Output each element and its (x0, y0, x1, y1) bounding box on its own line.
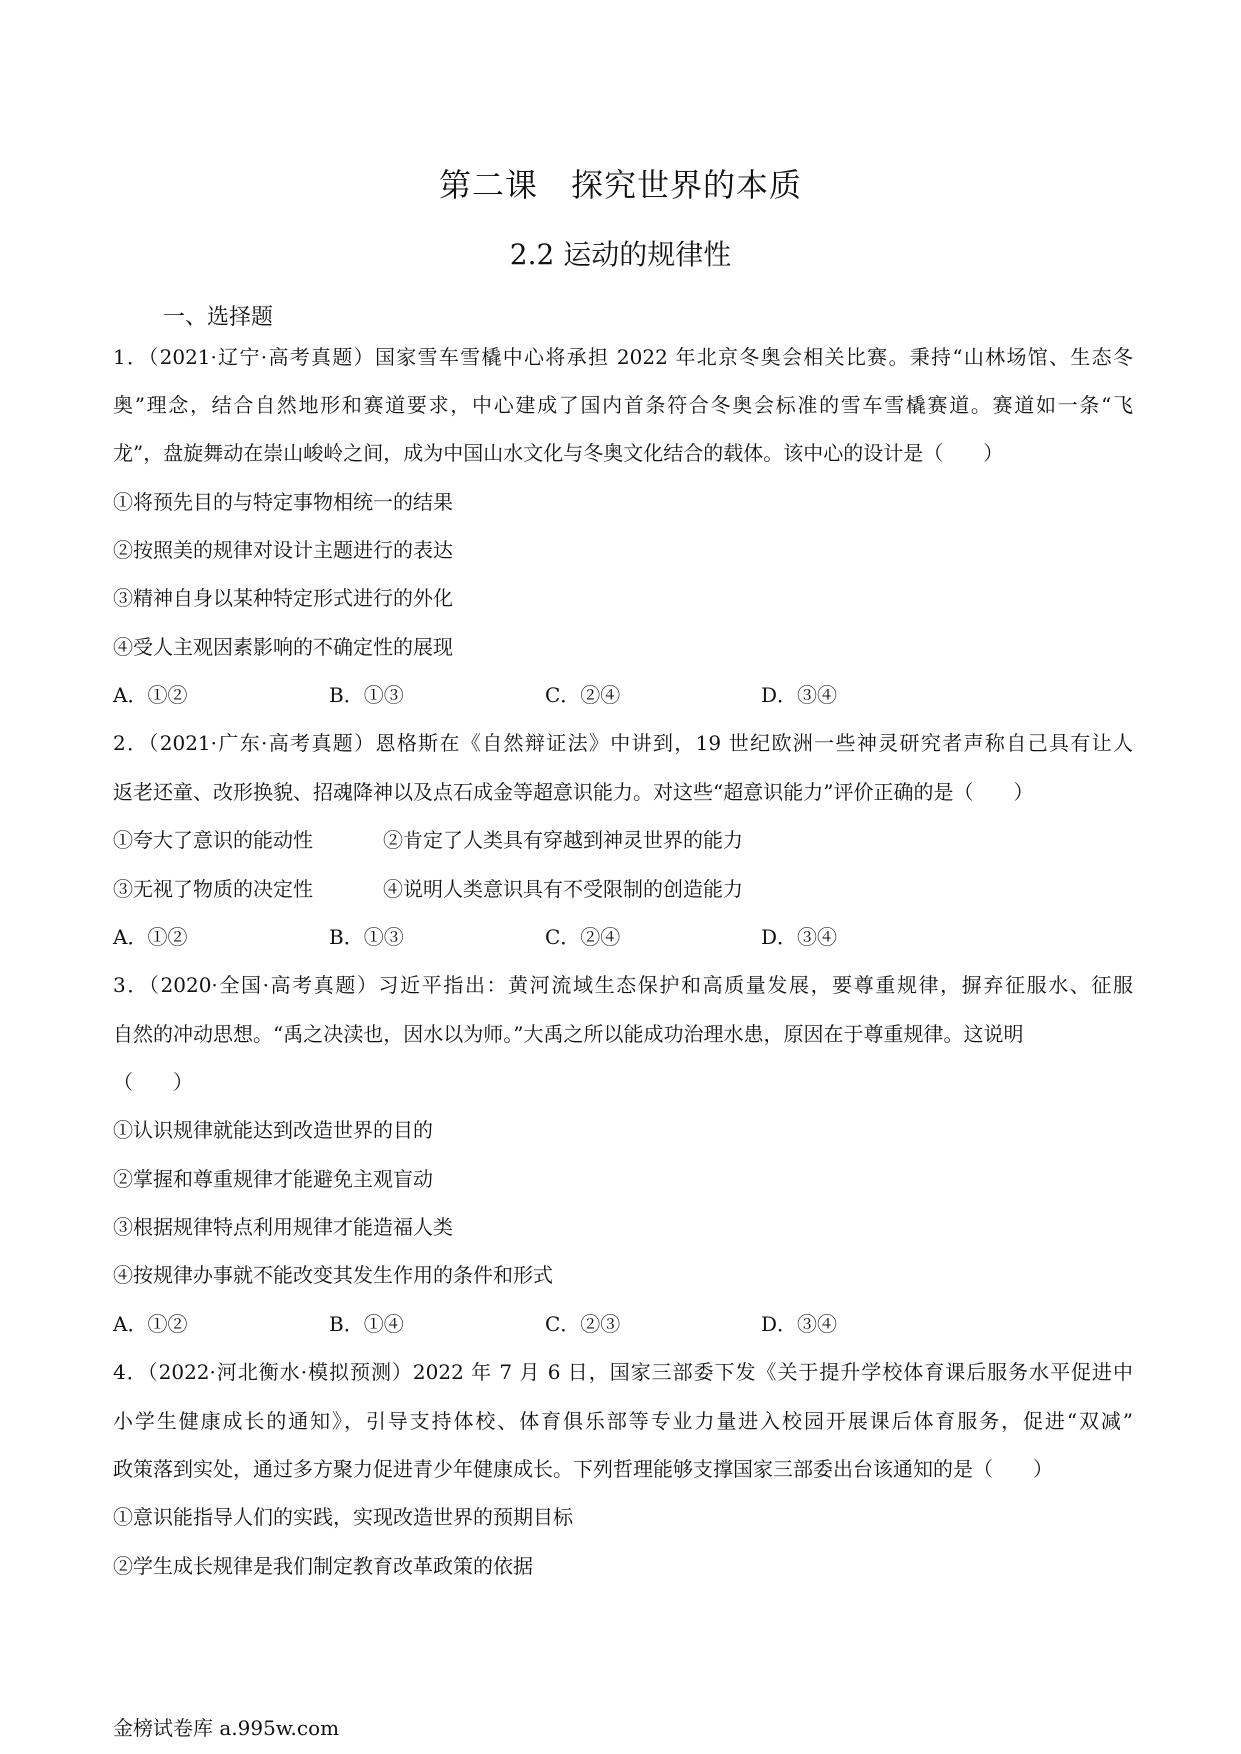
question-3-option-d: D．③④ (761, 1312, 838, 1336)
question-2-item-1: ①夸大了意识的能动性 (113, 828, 313, 852)
page-title: 第二课 探究世界的本质 (438, 166, 802, 204)
question-3-item-4: ④按规律办事就不能改变其发生作用的条件和形式 (113, 1263, 553, 1287)
question-2-item-4: ④说明人类意识具有不受限制的创造能力 (383, 877, 743, 901)
question-3-item-1: ①认识规律就能达到改造世界的目的 (113, 1118, 433, 1142)
question-1-line-3: 龙”，盘旋舞动在崇山峻岭之间，成为中国山水文化与冬奥文化结合的载体。该中心的设计是（ ） (113, 441, 1004, 465)
question-1-line-2: 奥”理念，结合自然地形和赛道要求，中心建成了国内首条符合冬奥会标准的雪车雪橇赛道。赛道如一条“飞 (113, 393, 1133, 417)
question-2-option-b: B．①③ (329, 925, 404, 949)
question-4-item-2: ②学生成长规律是我们制定教育改革政策的依据 (113, 1554, 533, 1578)
question-3-line-1: 3．（2020·全国·高考真题）习近平指出：黄河流域生态保护和高质量发展，要尊重规律，摒弃征服水、征服 (113, 973, 1133, 997)
question-3-option-c: C．②③ (545, 1312, 621, 1336)
question-3-item-3: ③根据规律特点利用规律才能造福人类 (113, 1215, 453, 1239)
question-2-option-c: C．②④ (545, 925, 621, 949)
question-2-line-2: 返老还童、改形换貌、招魂降神以及点石成金等超意识能力。对这些“超意识能力”评价正确的是（ ） (113, 780, 1034, 804)
question-1-item-1: ①将预先目的与特定事物相统一的结果 (113, 490, 453, 514)
question-3-line-3: （ ） (113, 1070, 193, 1094)
question-1-item-4: ④受人主观因素影响的不确定性的展现 (113, 635, 453, 659)
question-3-option-a: A．①② (113, 1312, 188, 1336)
question-3-item-2: ②掌握和尊重规律才能避免主观盲动 (113, 1167, 433, 1191)
question-1-item-3: ③精神自身以某种特定形式进行的外化 (113, 586, 453, 610)
question-2-option-d: D．③④ (761, 925, 838, 949)
question-1-option-b: B．①③ (329, 683, 404, 707)
page-subtitle: 2.2 运动的规律性 (509, 238, 732, 271)
question-4-line-3: 政策落到实处，通过多方聚力促进青少年健康成长。下列哲理能够支撑国家三部委出台该通知的是（ ） (113, 1457, 1053, 1481)
question-3-line-2: 自然的冲动思想。“禹之决渎也，因水以为师。”大禹之所以能成功治理水患，原因在于尊重规律。这说明 (113, 1022, 1024, 1046)
question-1-item-2: ②按照美的规律对设计主题进行的表达 (113, 538, 453, 562)
question-1-option-c: C．②④ (545, 683, 621, 707)
question-4-line-1: 4．（2022·河北衡水·模拟预测）2022 年 7 月 6 日，国家三部委下发《关于提升学校体育课后服务水平促进中 (113, 1360, 1133, 1384)
question-4-item-1: ①意识能指导人们的实践，实现改造世界的预期目标 (113, 1505, 573, 1529)
question-1-option-a: A．①② (113, 683, 188, 707)
question-3-option-b: B．①④ (329, 1312, 404, 1336)
question-2-line-1: 2．（2021·广东·高考真题）恩格斯在《自然辩证法》中讲到，19 世纪欧洲一些神灵研究者声称自己具有让人 (113, 731, 1133, 755)
question-1-line-1: 1．（2021·辽宁·高考真题）国家雪车雪橇中心将承担 2022 年北京冬奥会相关比赛。秉持“山林场馆、生态冬 (113, 345, 1133, 369)
section-title: 一、选择题 (163, 305, 274, 330)
page-footer: 金榜试卷库 a.995w.com (113, 1716, 340, 1740)
question-2-item-3: ③无视了物质的决定性 (113, 877, 313, 901)
question-2-option-a: A．①② (113, 925, 188, 949)
question-2-item-2: ②肯定了人类具有穿越到神灵世界的能力 (383, 828, 743, 852)
question-4-line-2: 小学生健康成长的通知》，引导支持体校、体育俱乐部等专业力量进入校园开展课后体育服务，促进“双减” (113, 1409, 1133, 1433)
question-1-option-d: D．③④ (761, 683, 838, 707)
